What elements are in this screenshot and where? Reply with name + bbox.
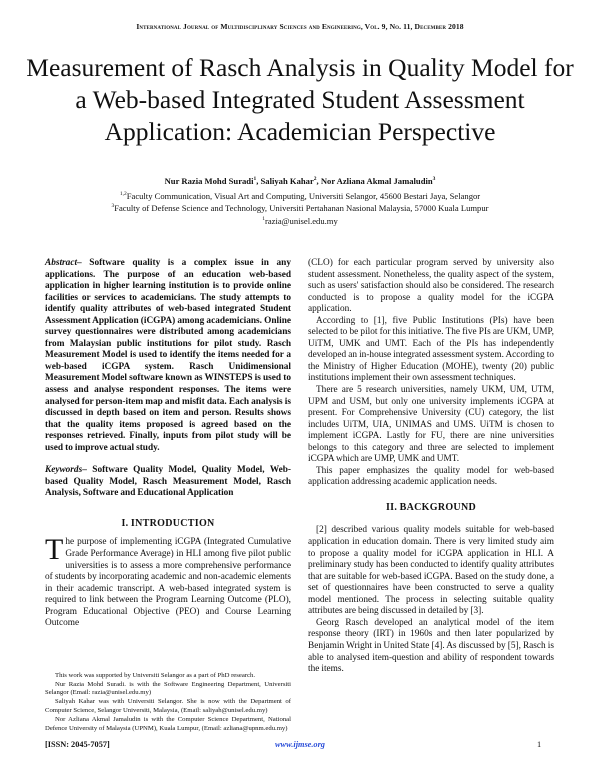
paragraph: (CLO) for each particular program served by university also student assessment. Nonetheless, the quality aspect of the system, such as users' satisfaction should also be considered. The research conducted is to propose a quality model for the iCGPA application. bbox=[308, 258, 554, 315]
page-number: 1 bbox=[537, 740, 542, 749]
background-heading: II. BACKGROUND bbox=[385, 501, 477, 513]
paragraph: There are 5 research universities, namely UKM, UM, UTM, UPM and USM, but only one university implements iCGPA at present. For Comprehensive University (CU) category, the list includes UiTM, UIA, UNIMAS and UMS. UiTM is chosen to implement iCGPA. Lastly for FU, there are nine universities belongs to this category and three are selected to implement iCGPA which are UMP, UMK and UMT. bbox=[308, 385, 554, 465]
abstract-section bbox=[45, 258, 291, 500]
issn: [ISSN: 2045-7057] bbox=[45, 740, 110, 749]
footnote: Nur Razia Mohd Suradi. is with the Software Engineering Department, Universiti Selangor (Email: razia@unisel.edu.my) bbox=[45, 680, 291, 697]
author-email: $^1$razia@unisel.edu.my bbox=[262, 216, 338, 226]
paragraph: Georg Rasch developed an analytical model of the item response theory (IRT) in 1960s and then later popularized by Benjamin Wright in United State [4]. As discussed by [5], Rasch is able to analysed item-question and ability of respondent towards the items. bbox=[308, 617, 554, 675]
left-column bbox=[45, 258, 291, 734]
running-head: International Journal of Multidisciplinary Sciences and Engineering, Vol. 9, No. 11, December 2018 bbox=[136, 22, 464, 31]
footnote: This work was supported by Universiti Selangor as a part of PhD research. bbox=[55, 671, 256, 679]
page-footer bbox=[0, 740, 600, 774]
footnotes bbox=[45, 658, 291, 734]
paragraph: According to [1], five Public Institutions (PIs) have been selected to be pilot for this initiative. The five PIs are UKM, UMP, UiTM, UMK and UMT. Each of the PIs has independently developed an in-house integrated assessment system. According to the Ministry of Higher Education (MOHE), twenty (20) public institutions implement their own assessment techniques. bbox=[308, 315, 554, 384]
affiliation: $^3$Faculty of Defense Science and Technology, Universiti Pertahanan Nasional Malaysia, 57000 Kuala Lumpur bbox=[111, 203, 489, 213]
author-list: Nur Razia Mohd Suradi$^1$, Saliyah Kahar$^2$, Nor Azliana Akmal Jamaludin$^3$ bbox=[164, 176, 436, 186]
abstract: Abstract– Software quality is a complex issue in any applications. The purpose of an education web-based application in higher learning institution is to provide online facilities or services to academicians. The study attempts to identify quality attributes of web-based integrated Student Assessment Application (iCGPA) among academicians. Online survey questionnaires were distributed among academicians from Malaysian public institutions for pilot study. Rasch Measurement Model is used to identify the items needed for a web-based iCGPA system. Rasch Unidimensional Measurement Model software known as WINSTEPS is used to assess and analyse respondent responses. The items were analysed for person-item map and misfit data. Each analysis is discussed in depth based on item and person. Results shows that the quality items proposed is agreed based on the responses retrieved. Finally, inputs from pilot study will be used to improve actual study. bbox=[45, 258, 291, 453]
keywords: Keywords– Software Quality Model, Quality Model, Web-based Quality Model, Rasch Measurement Model, Rasch Analysis, Software and Educational Application bbox=[45, 465, 291, 499]
paragraph: This paper emphasizes the quality model for web-based application addressing academic application needs. bbox=[308, 465, 554, 488]
author-name: Saliyah Kahar bbox=[260, 176, 314, 186]
affiliation: $^{1,2}$Faculty Communication, Visual Art and Computing, Universiti Selangor, 45600 Bestari Jaya, Selangor bbox=[119, 191, 481, 201]
author-name: Nur Razia Mohd Suradi bbox=[164, 176, 254, 186]
paragraph: The purpose of implementing iCGPA (Integrated Cumulative Grade Performance Average) in HLI among five pilot public universities is to assess a more comprehensive performance of students by incorporating academic and non-academic elements in their academic transcript. A web-based integrated system is required to link between the Program Learning Outcome (PLO), Program Educational Objective (PEO) and Course Learning Outcome bbox=[45, 533, 291, 629]
right-column bbox=[308, 258, 554, 734]
paragraph: [2] described various quality models suitable for web-based application in education domain. There is very limited study aim to propose a quality model for iCGPA application in HLI. A preliminary study has been conducted to identify quality attributes that are suitable for web-based iCGPA. Based on the study done, a set of questionnaires have been constructed to serve a quality model mentioned. The process in selecting suitable quality attributes are being discussed in detailed by [3]. bbox=[308, 525, 554, 617]
paper-title: Measurement of Rasch Analysis in Quality Model for a Web-based Integrated Student Assessment Application: Academician Perspective bbox=[26, 53, 574, 146]
footnote: Nor Azliana Akmal Jamaludin is with the Computer Science Department, National Defence University of Malaysia (UPNM), Kuala Lumpur, (Email: azliana@upnm.edu.my) bbox=[45, 716, 291, 733]
introduction-heading: I. INTRODUCTION bbox=[121, 517, 215, 529]
author-name: Nor Azliana Akmal Jamaludin bbox=[320, 176, 433, 186]
drop-cap: T bbox=[45, 533, 64, 567]
footnote: Saliyah Kahar was with Universiti Selangor. She is now with the Department of Computer Science, Selangor Universiti, Malaysia, (Email: saliyah@unisel.edu.my) bbox=[45, 698, 291, 715]
journal-website-link[interactable]: www.ijmse.org bbox=[275, 740, 325, 749]
